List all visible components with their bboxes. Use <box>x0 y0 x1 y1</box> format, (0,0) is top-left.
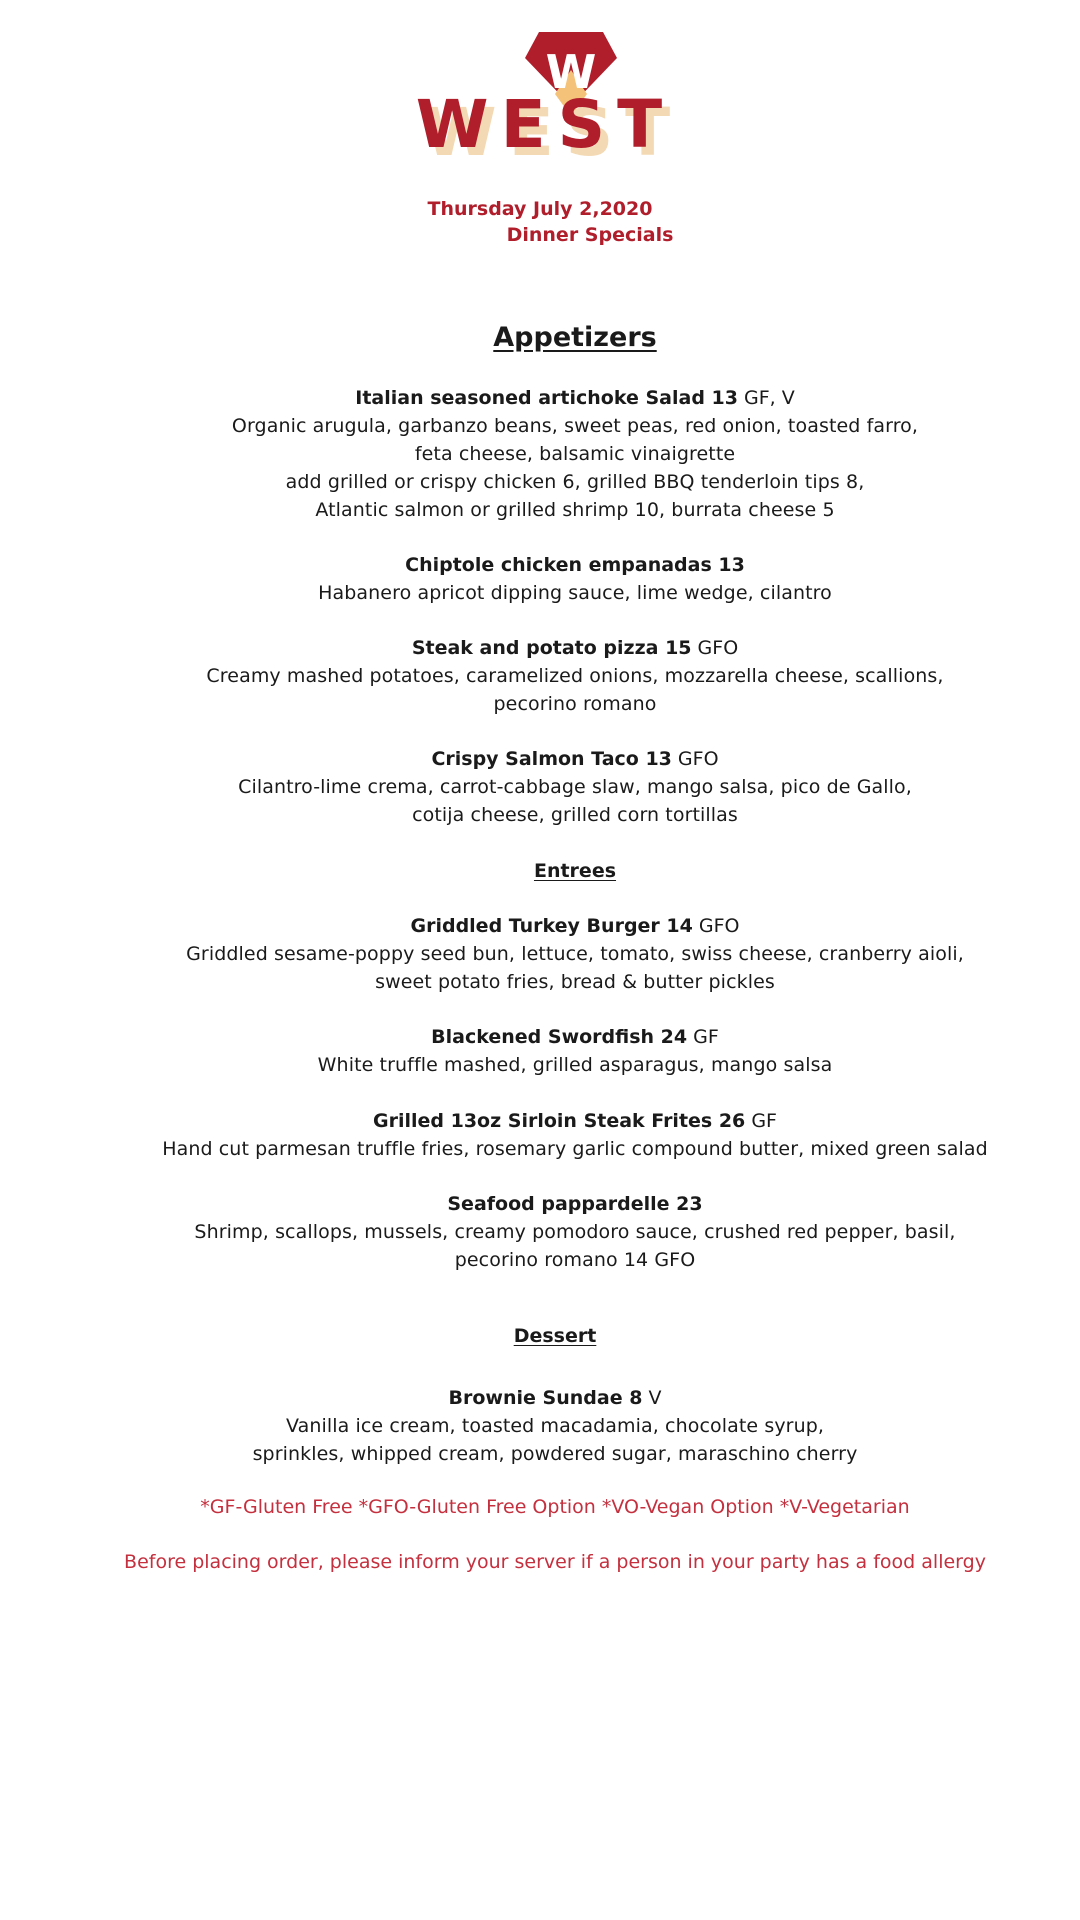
item-name: Seafood pappardelle 23 <box>447 1193 703 1215</box>
item-desc-line: sprinkles, whipped cream, powdered sugar, maraschino cherry <box>252 1443 858 1465</box>
section-entrees-heading: Entrees <box>533 860 617 882</box>
menu-subtitle: Dinner Specials <box>506 224 674 246</box>
item-desc-line: Griddled sesame-poppy seed bun, lettuce, tomato, swiss cheese, cranberry aioli, <box>186 943 964 965</box>
item-name: Brownie Sundae 8 <box>448 1387 643 1409</box>
item-desc-line: sweet potato fries, bread & butter pickles <box>375 971 775 993</box>
section-dessert-heading: Dessert <box>513 1325 597 1347</box>
item-tags: GF <box>687 1026 719 1048</box>
item-desc-line: pecorino romano 14 GFO <box>454 1249 696 1271</box>
menu-item <box>0 1190 1080 1274</box>
item-name: Grilled 13oz Sirloin Steak Frites 26 <box>373 1110 746 1132</box>
menu-item <box>0 1023 1080 1079</box>
menu-item <box>0 745 1080 829</box>
allergy-notice: Before placing order, please inform your server if a person in your party has a food allergy <box>124 1551 986 1573</box>
item-desc-line: Cilantro-lime crema, carrot-cabbage slaw, mango salsa, pico de Gallo, <box>238 776 912 798</box>
section-appetizers-heading: Appetizers <box>493 322 657 353</box>
item-tags: GF <box>745 1110 777 1132</box>
item-name: Crispy Salmon Taco 13 <box>431 748 672 770</box>
logo-wordmark: WEST <box>415 86 675 163</box>
menu-item <box>0 634 1080 718</box>
item-tags: GF, V <box>737 387 795 409</box>
item-tags: GFO <box>692 915 740 937</box>
item-desc-line: Shrimp, scallops, mussels, creamy pomodoro sauce, crushed red pepper, basil, <box>194 1221 956 1243</box>
item-name: Griddled Turkey Burger 14 <box>410 915 693 937</box>
item-desc-line: add grilled or crispy chicken 6, grilled BBQ tenderloin tips 8, <box>285 471 865 493</box>
item-desc-line: Creamy mashed potatoes, caramelized onions, mozzarella cheese, scallions, <box>206 665 944 687</box>
item-desc-line: Vanilla ice cream, toasted macadamia, chocolate syrup, <box>285 1415 825 1437</box>
item-name: Chiptole chicken empanadas 13 <box>405 554 745 576</box>
item-name: Steak and potato pizza 15 <box>411 637 692 659</box>
menu-item <box>0 551 1080 607</box>
item-desc-line: pecorino romano <box>493 693 657 715</box>
item-desc-line: Organic arugula, garbanzo beans, sweet peas, red onion, toasted farro, <box>231 415 919 437</box>
dietary-legend: *GF-Gluten Free *GFO-Gluten Free Option *VO-Vegan Option *V-Vegetarian <box>200 1496 910 1518</box>
item-desc-line: cotija cheese, grilled corn tortillas <box>412 804 738 826</box>
menu-item <box>0 1384 1080 1468</box>
item-name: Blackened Swordfish 24 <box>431 1026 688 1048</box>
item-tags: V <box>642 1387 662 1409</box>
item-desc-line: feta cheese, balsamic vinaigrette <box>414 443 736 465</box>
item-tags: GFO <box>671 748 719 770</box>
item-desc-line: White truffle mashed, grilled asparagus, mango salsa <box>317 1054 833 1076</box>
menu-item <box>0 384 1080 524</box>
item-desc-line: Habanero apricot dipping sauce, lime wedge, cilantro <box>318 582 832 604</box>
item-desc-line: Hand cut parmesan truffle fries, rosemary garlic compound butter, mixed green salad <box>162 1138 988 1160</box>
logo-letter: W <box>545 45 597 99</box>
item-tags: GFO <box>691 637 739 659</box>
item-desc-line: Atlantic salmon or grilled shrimp 10, burrata cheese 5 <box>315 499 835 521</box>
menu-item <box>0 1107 1080 1163</box>
item-name: Italian seasoned artichoke Salad 13 <box>355 387 738 409</box>
menu-date: Thursday July 2,2020 <box>427 198 653 220</box>
menu-item <box>0 912 1080 996</box>
